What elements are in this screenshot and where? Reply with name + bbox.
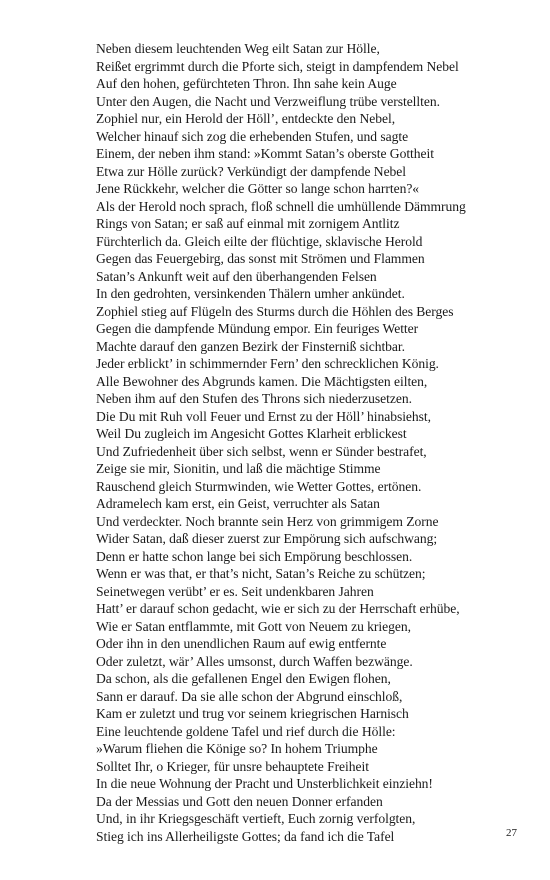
verse-line: Wider Satan, daß dieser zuerst zur Empörung sich aufschwang; bbox=[96, 531, 438, 546]
verse-line: Hatt’ er darauf schon gedacht, wie er sich zu der Herrschaft erhübe, bbox=[96, 601, 460, 616]
verse-line: Denn er hatte schon lange bei sich Empörung beschlossen. bbox=[96, 548, 413, 564]
verse-line: Da der Messias und Gott den neuen Donner erfanden bbox=[96, 793, 383, 809]
verse-line: Oder ihn in den unendlichen Raum auf ewig entfernte bbox=[96, 636, 387, 651]
verse-line: Und Zufriedenheit über sich selbst, wenn er Sünder bestrafet, bbox=[96, 443, 427, 459]
verse-line: Seinetwegen verübt’ er es. Seit undenkbaren Jahren bbox=[96, 583, 374, 599]
verse-line: Zophiel nur, ein Herold der Höll’, entdeckte den Nebel, bbox=[96, 111, 396, 126]
verse-line: Fürchterlich da. Gleich eilte der flüchtige, sklavische Herold bbox=[96, 233, 423, 249]
verse-line: Eine leuchtende goldene Tafel und rief durch die Hölle: bbox=[96, 723, 396, 739]
verse-line: Satan’s Ankunft weit auf den überhangenden Felsen bbox=[96, 268, 377, 284]
verse-line: Etwa zur Hölle zurück? Verkündigt der dampfende Nebel bbox=[96, 163, 407, 179]
verse-line: Und, in ihr Kriegsgeschäft vertieft, Euch zornig verfolgten, bbox=[96, 811, 416, 826]
verse-line: Adramelech kam erst, ein Geist, verruchter als Satan bbox=[96, 496, 380, 511]
verse-line: Oder zuletzt, wär’ Alles umsonst, durch Waffen bezwänge. bbox=[96, 653, 413, 669]
verse-line: Da schon, als die gefallenen Engel den Ewigen flohen, bbox=[96, 671, 391, 686]
verse-line: Unter den Augen, die Nacht und Verzweiflung trübe verstellten. bbox=[96, 93, 440, 109]
verse-line: Alle Bewohner des Abgrunds kamen. Die Mächtigsten eilten, bbox=[96, 373, 428, 389]
verse-line: Neben diesem leuchtenden Weg eilt Satan zur Hölle, bbox=[96, 41, 380, 56]
verse-line: Auf den hohen, gefürchteten Thron. Ihn sahe kein Auge bbox=[96, 76, 397, 91]
verse-line: Zeige sie mir, Sionitin, und laß die mächtige Stimme bbox=[96, 461, 381, 476]
verse-line: In den gedrohten, versinkenden Thälern umher ankündet. bbox=[96, 286, 405, 301]
verse-line: Einem, der neben ihm stand: »Kommt Satan’s oberste Gottheit bbox=[96, 146, 434, 161]
verse-line: Wenn er was that, er that’s nicht, Satan’s Reiche zu schützen; bbox=[96, 566, 426, 581]
verse-line: Wie er Satan entflammte, mit Gott von Neuem zu kriegen, bbox=[96, 618, 411, 634]
verse-line: Gegen das Feuergebirg, das sonst mit Strömen und Flammen bbox=[96, 251, 425, 266]
verse-line: Rings von Satan; er saß auf einmal mit zornigem Antlitz bbox=[96, 216, 400, 231]
verse-line: Jene Rückkehr, welcher die Götter so lange schon harrten?« bbox=[96, 181, 420, 196]
poem-verse-block bbox=[96, 40, 526, 845]
verse-line: Reißet ergrimmt durch die Pforte sich, steigt in dampfendem Nebel bbox=[96, 58, 459, 74]
verse-line: »Warum fliehen die Könige so? In hohem Triumphe bbox=[96, 741, 378, 756]
verse-line: Gegen die dampfende Mündung empor. Ein feuriges Wetter bbox=[96, 321, 419, 336]
verse-line: Sann er darauf. Da sie alle schon der Abgrund einschloß, bbox=[96, 688, 403, 704]
page-number: 27 bbox=[506, 827, 517, 839]
verse-line: Und verdeckter. Noch brannte sein Herz von grimmigem Zorne bbox=[96, 513, 439, 529]
verse-line: Welcher hinauf sich zog die erhebenden Stufen, und sagte bbox=[96, 128, 409, 144]
verse-line: Machte darauf den ganzen Bezirk der Finsterniß sichtbar. bbox=[96, 338, 405, 354]
verse-line: Jeder erblickt’ in schimmernder Fern’ den schrecklichen König. bbox=[96, 356, 439, 371]
verse-line: Solltet Ihr, o Krieger, für unsre behauptete Freiheit bbox=[96, 758, 369, 774]
verse-line: Die Du mit Ruh voll Feuer und Ernst zu der Höll’ hinabsiehst, bbox=[96, 408, 431, 424]
verse-line: Weil Du zugleich im Angesicht Gottes Klarheit erblickest bbox=[96, 426, 407, 441]
verse-line: Rauschend gleich Sturmwinden, wie Wetter Gottes, ertönen. bbox=[96, 478, 422, 494]
verse-line: Stieg ich ins Allerheiligste Gottes; da fand ich die Tafel bbox=[96, 828, 395, 844]
verse-line: Kam er zuletzt und trug vor seinem kriegrischen Harnisch bbox=[96, 706, 409, 721]
verse-line: In die neue Wohnung der Pracht und Unsterblichkeit einziehn! bbox=[96, 776, 433, 791]
verse-line: Zophiel stieg auf Flügeln des Sturms durch die Höhlen des Berges bbox=[96, 303, 454, 319]
verse-line: Als der Herold noch sprach, floß schnell die umhüllende Dämmrung bbox=[96, 198, 466, 214]
verse-line: Neben ihm auf den Stufen des Throns sich niederzusetzen. bbox=[96, 391, 412, 406]
